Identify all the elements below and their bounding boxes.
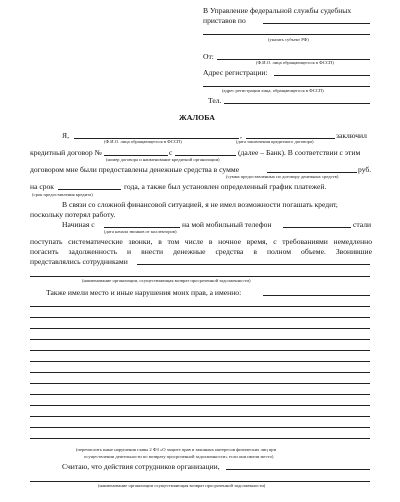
org-blank[interactable] <box>137 264 370 265</box>
hint-org2: (наименование организации осуществляющая возврат просроченной задолженности) <box>98 483 266 488</box>
org2-blank[interactable] <box>226 469 370 470</box>
phone-number-blank[interactable] <box>283 227 351 228</box>
address-label: Адрес регистрации: <box>203 68 268 77</box>
body-l7-b: на мой мобильный телефон <box>182 220 272 229</box>
body-l7-c: стали <box>353 220 372 229</box>
document-title: ЖАЛОБА <box>179 113 215 122</box>
body-l12: Считаю, что действия сотрудников организации, <box>62 462 220 471</box>
phone-blank[interactable] <box>224 103 370 104</box>
violation-line[interactable] <box>30 427 370 428</box>
calls-date-blank[interactable] <box>104 227 180 228</box>
bank-name-blank[interactable] <box>175 155 236 156</box>
violation-line[interactable] <box>30 372 370 373</box>
body-l5: В связи со сложной финансовой ситуацией, я не имел возможности погашать кредит, <box>62 200 338 209</box>
body-l2-a: кредитный договор № <box>30 148 102 157</box>
hint-calls: (дата начала звонков от коллекторов) <box>104 229 177 234</box>
org-blank-2[interactable] <box>30 276 370 277</box>
hint-subject: (указать субъект РФ) <box>268 37 309 42</box>
body-l11: Также имели место и иные нарушения моих прав, а именно: <box>46 288 242 297</box>
violation-line[interactable] <box>30 339 370 340</box>
violation-line[interactable] <box>30 416 370 417</box>
complaint-form-page: В Управление федеральной службы судебных приставов по (указать субъект РФ) От: (Ф.И.О. лица обращающегося в ФССП) Адрес регистрации: (адрес регистрации лица, обращающегося в ФССП) Тел. ЖАЛОБА Я, , заключил (Ф.И.О. лица обращающегося в ФССП) (дата заключения кредитного договора) кредитный договор № с (далее – Банк). В соответствии с этим (номер договора и наименование кредитной организации) договором мне были предоставлены денежные средства в сумме руб. (сумма предоставленных по договору денежных средств) на срок года, а также был установлен определенный график платежей. (срок предоставления кредита) В связи со сложной финансовой ситуацией, я не имел возможности погашать кредит, поскольку потерял работу. Начиная с на мой мобильный телефон стали (дата начала звонков от коллекторов) поступать систематические звонки, в том числе в ночное время, с требованиями немедленно погасить задолженность и внести денежные средства в полном объеме. Звонившие представлялись сотрудниками (наименование организации, осуществляющая возврат просроченной задолженности) Также имели место и иные нарушения моих прав, а именно: (перечислить иные нарушения главы 2 ФЗ «О защите прав и законных интересов физических лиц при осуществлении деятельности по возврату просроченной задолженности» если они имели место) Считаю, что действия сотрудников организации, (наименование организации осуществляющая возврат просроченной задолженности) <box>30 6 372 488</box>
violations-first-blank[interactable] <box>263 295 370 296</box>
violation-line[interactable] <box>30 361 370 362</box>
body-l2-c: (далее – Банк). В соответствии с этим <box>238 148 361 157</box>
body-l8: поступать систематические звонки, в том числе в ночное время, с требованиями немедленно <box>30 237 372 246</box>
violation-line[interactable] <box>30 328 370 329</box>
hint-date-contract: (дата заключения кредитного договора) <box>236 139 314 144</box>
hint-sum: (сумма предоставленных по договору денежных средств) <box>226 174 339 179</box>
hint-fio-body: (Ф.И.О. лица обращающегося в ФССП) <box>104 139 182 144</box>
org2-blank-2[interactable] <box>30 481 370 482</box>
violation-line[interactable] <box>30 306 370 307</box>
term-blank[interactable] <box>58 189 121 190</box>
violation-line[interactable] <box>30 405 370 406</box>
header-line-1: В Управление федеральной службы судебных <box>203 6 352 15</box>
violation-line[interactable] <box>30 394 370 395</box>
hint-fio-header: (Ф.И.О. лица обращающегося в ФССП) <box>256 60 334 65</box>
body-l1-start: Я, <box>62 131 69 140</box>
address-blank-2[interactable] <box>203 86 370 87</box>
hint-org: (наименование организации, осуществляющая возврат просроченной задолженности) <box>82 278 251 283</box>
sum-blank[interactable] <box>267 172 357 173</box>
body-l10: представлялись сотрудниками <box>30 257 128 266</box>
body-l9: погасить задолженность и внести денежные средства в полном объеме. Звонившие <box>30 247 372 256</box>
body-l4-a: на срок <box>30 182 54 191</box>
hint-violations-1: (перечислить иные нарушения главы 2 ФЗ «О защите прав и законных интересов физических лиц при <box>76 447 277 452</box>
body-l3-a: договором мне были предоставлены денежные средства в сумме <box>30 165 240 174</box>
subject-blank-2[interactable] <box>203 34 370 35</box>
body-l4-b: года, а также был установлен определенный график платежей. <box>124 182 327 191</box>
body-l1-end: заключил <box>336 131 367 140</box>
phone-label: Тел. <box>208 96 222 105</box>
body-l7-a: Начиная с <box>62 220 95 229</box>
body-l3-b: руб. <box>358 165 372 174</box>
body-l6: поскольку потерял работу. <box>30 210 116 219</box>
violation-line[interactable] <box>30 350 370 351</box>
violation-line[interactable] <box>30 317 370 318</box>
hint-violations-2: осуществлении деятельности по возврату просроченной задолженности» если они имели место) <box>84 454 274 459</box>
subject-blank[interactable] <box>263 23 370 24</box>
contract-number-blank[interactable] <box>104 155 168 156</box>
hint-term: (срок предоставления кредита) <box>32 192 93 197</box>
address-blank[interactable] <box>274 75 370 76</box>
violation-line[interactable] <box>30 383 370 384</box>
violation-line[interactable] <box>30 438 370 439</box>
body-l2-b: с <box>169 148 173 157</box>
hint-contract: (номер договора и наименование кредитной организации) <box>106 157 220 162</box>
hint-address: (адрес регистрации лица, обращающегося в ФССП) <box>222 88 324 93</box>
from-label: От: <box>203 52 214 61</box>
header-line-2: приставов по <box>203 16 246 25</box>
